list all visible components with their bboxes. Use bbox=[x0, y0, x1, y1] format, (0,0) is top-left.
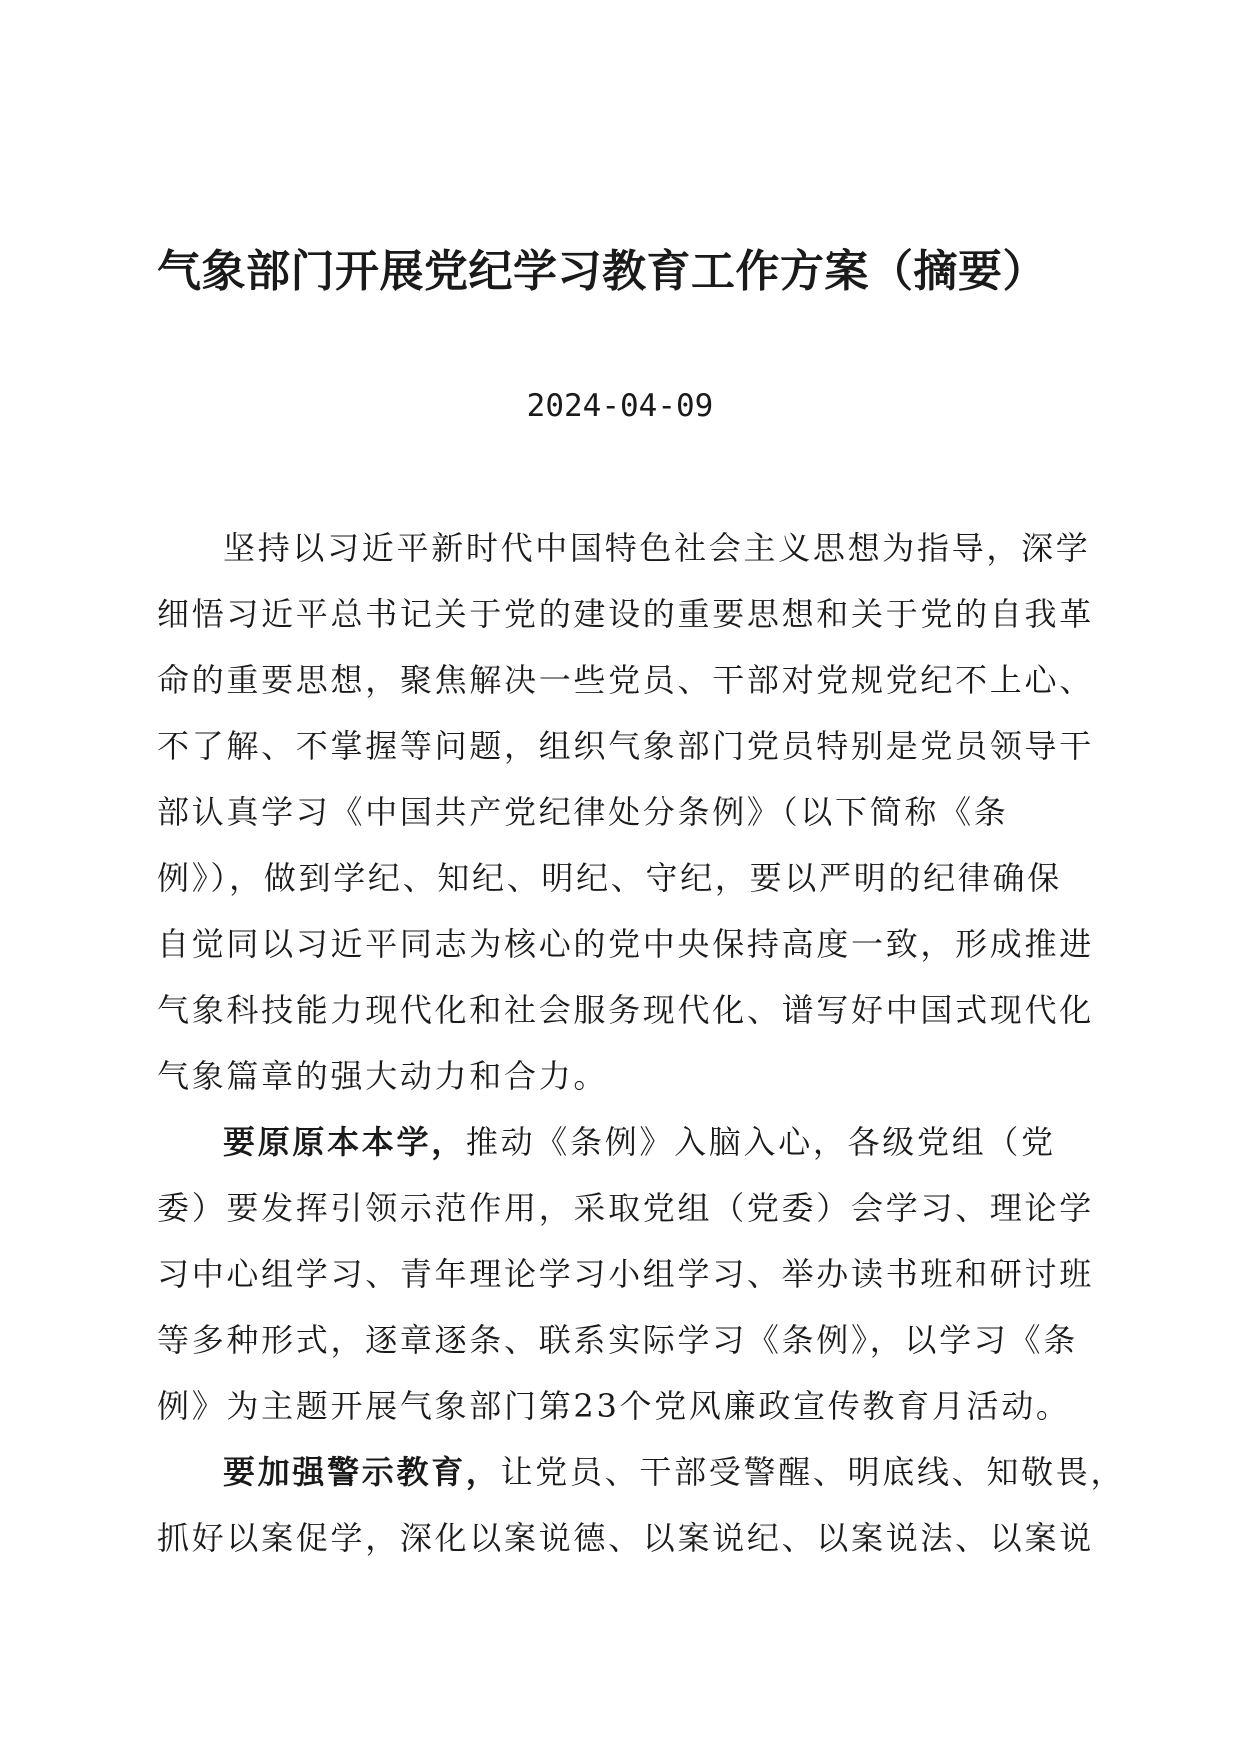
document-title: 气象部门开展党纪学习教育工作方案（摘要） bbox=[157, 246, 1047, 297]
paragraph-guiding-principle bbox=[157, 515, 1094, 1109]
paragraph-line: 委）要发挥引领示范作用，采取党组（党委）会学习、理论学 bbox=[157, 1189, 1094, 1227]
document-body bbox=[157, 515, 1126, 1571]
paragraph-line: 气象篇章的强大动力和合力。 bbox=[157, 1057, 609, 1095]
paragraph-line: 气象科技能力现代化和社会服务现代化、谱写好中国式现代化 bbox=[157, 991, 1094, 1029]
paragraph-line: 不了解、不掌握等问题，组织气象部门党员特别是党员领导干 bbox=[157, 727, 1094, 765]
paragraph-line: 等多种形式，逐章逐条、联系实际学习《条例》，以学习《条 bbox=[157, 1321, 1078, 1359]
paragraph-lead-heading: 要加强警示教育， bbox=[223, 1453, 501, 1491]
paragraph-line: 抓好以案促学，深化以案说德、以案说纪、以案说法、以案说 bbox=[157, 1519, 1094, 1557]
paragraph-line: 例》为主题开展气象部门第23个党风廉政宣传教育月活动。 bbox=[157, 1387, 1071, 1425]
paragraph-line: 坚持以习近平新时代中国特色社会主义思想为指导，深学 bbox=[223, 529, 1091, 567]
paragraph-line: 细悟习近平总书记关于党的建设的重要思想和关于党的自我革 bbox=[157, 595, 1094, 633]
paragraph-line: 自觉同以习近平同志为核心的党中央保持高度一致，形成推进 bbox=[157, 925, 1094, 963]
paragraph-line-text: 推动《条例》入脑入心，各级党组（党 bbox=[465, 1123, 1056, 1161]
paragraph-study-regulations bbox=[157, 1109, 1094, 1439]
paragraph-line: 例》），做到学纪、知纪、明纪、守纪，要以严明的纪律确保 bbox=[157, 859, 1062, 897]
publish-date: 2024-04-09 bbox=[526, 388, 714, 424]
paragraph-line: 命的重要思想，聚焦解决一些党员、干部对党规党纪不上心、 bbox=[157, 661, 1094, 699]
paragraph-line: 部认真学习《中国共产党纪律处分条例》（以下简称《条 bbox=[157, 793, 1009, 831]
paragraph-line bbox=[157, 1109, 1083, 1175]
paragraph-line: 习中心组学习、青年理论学习小组学习、举办读书班和研讨班 bbox=[157, 1255, 1094, 1293]
paragraph-lead-heading: 要原原本本学， bbox=[223, 1123, 466, 1161]
paragraph-line-text: 让党员、干部受警醒、明底线、知敬畏， bbox=[500, 1453, 1126, 1491]
paragraph-warning-education bbox=[157, 1439, 1126, 1571]
paragraph-line bbox=[157, 1439, 1126, 1505]
